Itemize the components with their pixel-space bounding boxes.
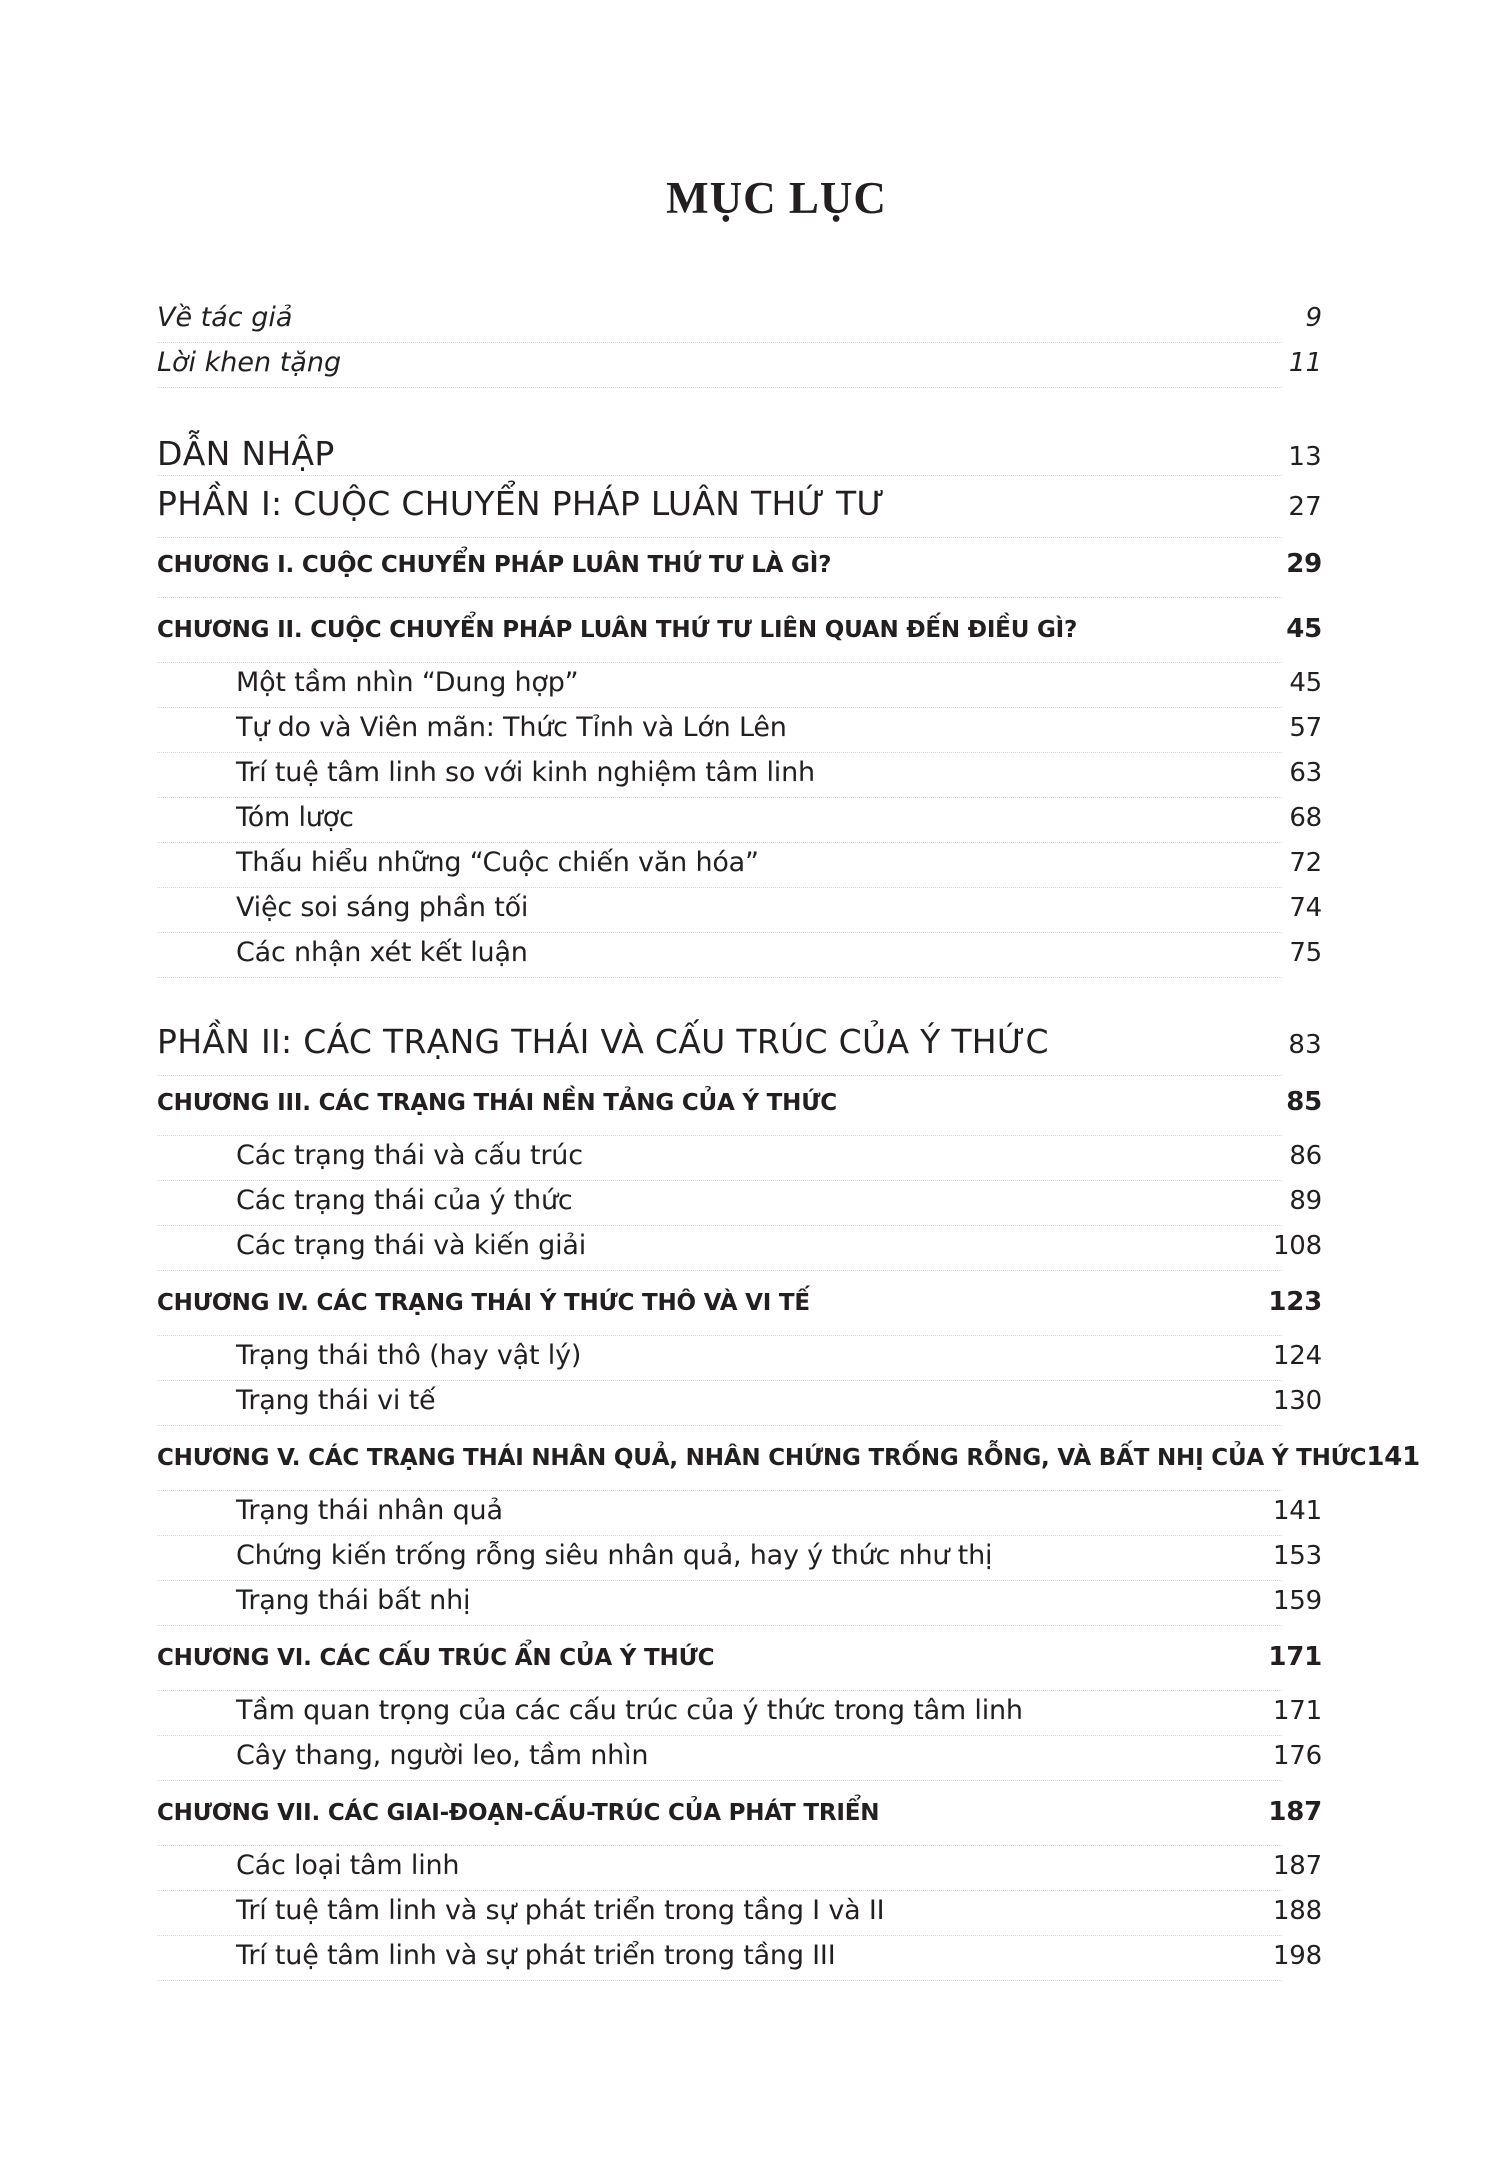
leader-dots	[157, 1690, 1282, 1691]
entry-label: CHƯƠNG III. CÁC TRẠNG THÁI NỀN TẢNG CỦA Ý THỨC	[157, 1090, 837, 1116]
leader-dots	[157, 1580, 1282, 1581]
leader-dots	[157, 387, 1282, 388]
leader-dots	[157, 1380, 1282, 1381]
section-entry[interactable]	[157, 667, 1322, 712]
page-number: 72	[1289, 848, 1322, 878]
page-number: 74	[1289, 893, 1322, 923]
leader-dots	[157, 1270, 1282, 1271]
leader-dots	[157, 1335, 1282, 1336]
entry-label: Việc soi sáng phần tối	[236, 892, 529, 923]
page-number: 75	[1289, 938, 1322, 968]
leader-dots	[157, 1490, 1282, 1491]
entry-label: Trạng thái thô (hay vật lý)	[236, 1340, 582, 1371]
leader-dots	[157, 1980, 1282, 1981]
leader-dots	[157, 797, 1282, 798]
entry-label: Các trạng thái của ý thức	[236, 1185, 573, 1216]
section-entry[interactable]	[157, 847, 1322, 892]
section-entry[interactable]	[157, 1340, 1322, 1385]
entry-label: Trạng thái bất nhị	[236, 1585, 471, 1616]
leader-dots	[157, 1180, 1282, 1181]
section-entry[interactable]	[157, 1740, 1322, 1785]
page-number: 27	[1288, 492, 1322, 522]
leader-dots	[157, 537, 1282, 538]
section-entry[interactable]	[157, 937, 1322, 982]
leader-dots	[157, 887, 1282, 888]
leader-dots	[157, 1780, 1282, 1781]
entry-label: CHƯƠNG I. CUỘC CHUYỂN PHÁP LUÂN THỨ TƯ LÀ GÌ?	[157, 552, 832, 578]
leader-dots	[157, 1935, 1282, 1936]
page-number: 130	[1272, 1386, 1322, 1416]
entry-label: Một tầm nhìn “Dung hợp”	[236, 667, 579, 698]
entry-label: Chứng kiến trống rỗng siêu nhân quả, hay ý thức như thị	[236, 1540, 993, 1571]
chapter-heading[interactable]	[157, 1287, 1322, 1340]
page-number: 188	[1272, 1896, 1322, 1926]
section-entry[interactable]	[157, 712, 1322, 757]
page-number: 45	[1289, 668, 1322, 698]
table-of-contents	[157, 302, 1421, 1985]
page-number: 86	[1289, 1141, 1322, 1171]
chapter-heading[interactable]	[157, 1797, 1322, 1850]
page-number: 176	[1272, 1741, 1322, 1771]
leader-dots	[157, 1425, 1282, 1426]
entry-label: CHƯƠNG IV. CÁC TRẠNG THÁI Ý THỨC THÔ VÀ VI TẾ	[157, 1290, 810, 1316]
entry-label: Các loại tâm linh	[236, 1850, 460, 1881]
chapter-heading[interactable]	[157, 549, 1322, 602]
section-entry[interactable]	[157, 1585, 1322, 1630]
page-number: 141	[1272, 1496, 1322, 1526]
entry-label: Các trạng thái và kiến giải	[236, 1230, 587, 1261]
entry-label: DẪN NHẬP	[157, 434, 335, 473]
entry-label: Trí tuệ tâm linh so với kinh nghiệm tâm linh	[236, 757, 815, 788]
page-number: 9	[1305, 303, 1322, 333]
entry-label: Cây thang, người leo, tầm nhìn	[236, 1740, 649, 1771]
leader-dots	[157, 475, 1282, 476]
entry-label: Tóm lược	[236, 802, 354, 833]
entry-label: Tự do và Viên mãn: Thức Tỉnh và Lớn Lên	[236, 712, 787, 743]
section-entry[interactable]	[157, 892, 1322, 937]
page-number: 108	[1272, 1231, 1322, 1261]
page-number: 159	[1272, 1586, 1322, 1616]
page-number: 187	[1268, 1797, 1322, 1827]
page-number: 63	[1289, 758, 1322, 788]
leader-dots	[157, 1075, 1282, 1076]
entry-label: PHẦN I: CUỘC CHUYỂN PHÁP LUÂN THỨ TƯ	[157, 484, 886, 523]
section-entry[interactable]	[157, 1140, 1322, 1185]
leader-dots	[157, 842, 1282, 843]
section-entry[interactable]	[157, 1895, 1322, 1940]
page-number: 141	[1366, 1442, 1421, 1472]
page-number: 13	[1288, 442, 1322, 472]
entry-label: Trí tuệ tâm linh và sự phát triển trong tầng I và II	[236, 1895, 885, 1926]
entry-label: Các trạng thái và cấu trúc	[236, 1140, 583, 1171]
page-number: 85	[1286, 1087, 1322, 1117]
leader-dots	[157, 597, 1282, 598]
page-number: 153	[1272, 1541, 1322, 1571]
leader-dots	[157, 1735, 1282, 1736]
section-entry[interactable]	[157, 802, 1322, 847]
leader-dots	[157, 662, 1282, 663]
part-heading[interactable]	[157, 484, 1322, 546]
chapter-heading[interactable]	[157, 1442, 1421, 1495]
page-number: 171	[1268, 1642, 1322, 1672]
leader-dots	[157, 1225, 1282, 1226]
leader-dots	[157, 932, 1282, 933]
page-number: 83	[1288, 1030, 1322, 1060]
entry-label: CHƯƠNG VII. CÁC GIAI-ĐOẠN-CẤU-TRÚC CỦA PHÁT TRIỂN	[157, 1800, 880, 1826]
leader-dots	[157, 342, 1282, 343]
page-number: 123	[1268, 1287, 1322, 1317]
leader-dots	[157, 1890, 1282, 1891]
section-entry[interactable]	[157, 1850, 1322, 1895]
leader-dots	[157, 1625, 1282, 1626]
leader-dots	[157, 752, 1282, 753]
page-number: 198	[1272, 1941, 1322, 1971]
section-entry[interactable]	[157, 1940, 1322, 1985]
leader-dots	[157, 1135, 1282, 1136]
section-entry[interactable]	[157, 757, 1322, 802]
page-number: 29	[1286, 549, 1322, 579]
entry-label: Trạng thái vi tế	[236, 1385, 436, 1416]
leader-dots	[157, 707, 1282, 708]
page-number: 124	[1272, 1341, 1322, 1371]
entry-label: Các nhận xét kết luận	[236, 937, 528, 968]
front-matter-entry[interactable]	[157, 347, 1322, 392]
page-number: 57	[1289, 713, 1322, 743]
introduction-entry[interactable]	[157, 434, 1322, 484]
chapter-heading[interactable]	[157, 1087, 1322, 1140]
chapter-heading[interactable]	[157, 1642, 1322, 1695]
section-entry[interactable]	[157, 1385, 1322, 1430]
front-matter-entry[interactable]	[157, 302, 1322, 347]
entry-label: Thấu hiểu những “Cuộc chiến văn hóa”	[236, 847, 759, 878]
entry-label: CHƯƠNG II. CUỘC CHUYỂN PHÁP LUÂN THỨ TƯ LIÊN QUAN ĐẾN ĐIỀU GÌ?	[157, 617, 1078, 643]
page-number: 187	[1272, 1851, 1322, 1881]
section-entry[interactable]	[157, 1540, 1322, 1585]
page-number: 68	[1289, 803, 1322, 833]
section-entry[interactable]	[157, 1695, 1322, 1740]
entry-label: Về tác giả	[157, 302, 293, 333]
entry-label: PHẦN II: CÁC TRẠNG THÁI VÀ CẤU TRÚC CỦA Ý THỨC	[157, 1022, 1049, 1061]
leader-dots	[157, 1845, 1282, 1846]
entry-label: CHƯƠNG VI. CÁC CẤU TRÚC ẨN CỦA Ý THỨC	[157, 1645, 715, 1671]
page-number: 45	[1286, 614, 1322, 644]
section-entry[interactable]	[157, 1230, 1322, 1275]
entry-label: Trí tuệ tâm linh và sự phát triển trong tầng III	[236, 1940, 836, 1971]
leader-dots	[157, 977, 1282, 978]
entry-label: Tầm quan trọng của các cấu trúc của ý thức trong tâm linh	[236, 1695, 1023, 1726]
page-number: 171	[1272, 1696, 1322, 1726]
page-number: 89	[1289, 1186, 1322, 1216]
page-number: 11	[1288, 348, 1322, 378]
page-title: MỤC LỤC	[666, 173, 887, 223]
leader-dots	[157, 1535, 1282, 1536]
section-entry[interactable]	[157, 1185, 1322, 1230]
entry-label: Lời khen tặng	[157, 347, 342, 378]
entry-label: CHƯƠNG V. CÁC TRẠNG THÁI NHÂN QUẢ, NHÂN CHỨNG TRỐNG RỖNG, VÀ BẤT NHỊ CỦA Ý THỨC	[157, 1445, 1367, 1471]
chapter-heading[interactable]	[157, 614, 1322, 667]
part-heading[interactable]	[157, 1022, 1322, 1084]
section-entry[interactable]	[157, 1495, 1322, 1540]
entry-label: Trạng thái nhân quả	[236, 1495, 503, 1526]
